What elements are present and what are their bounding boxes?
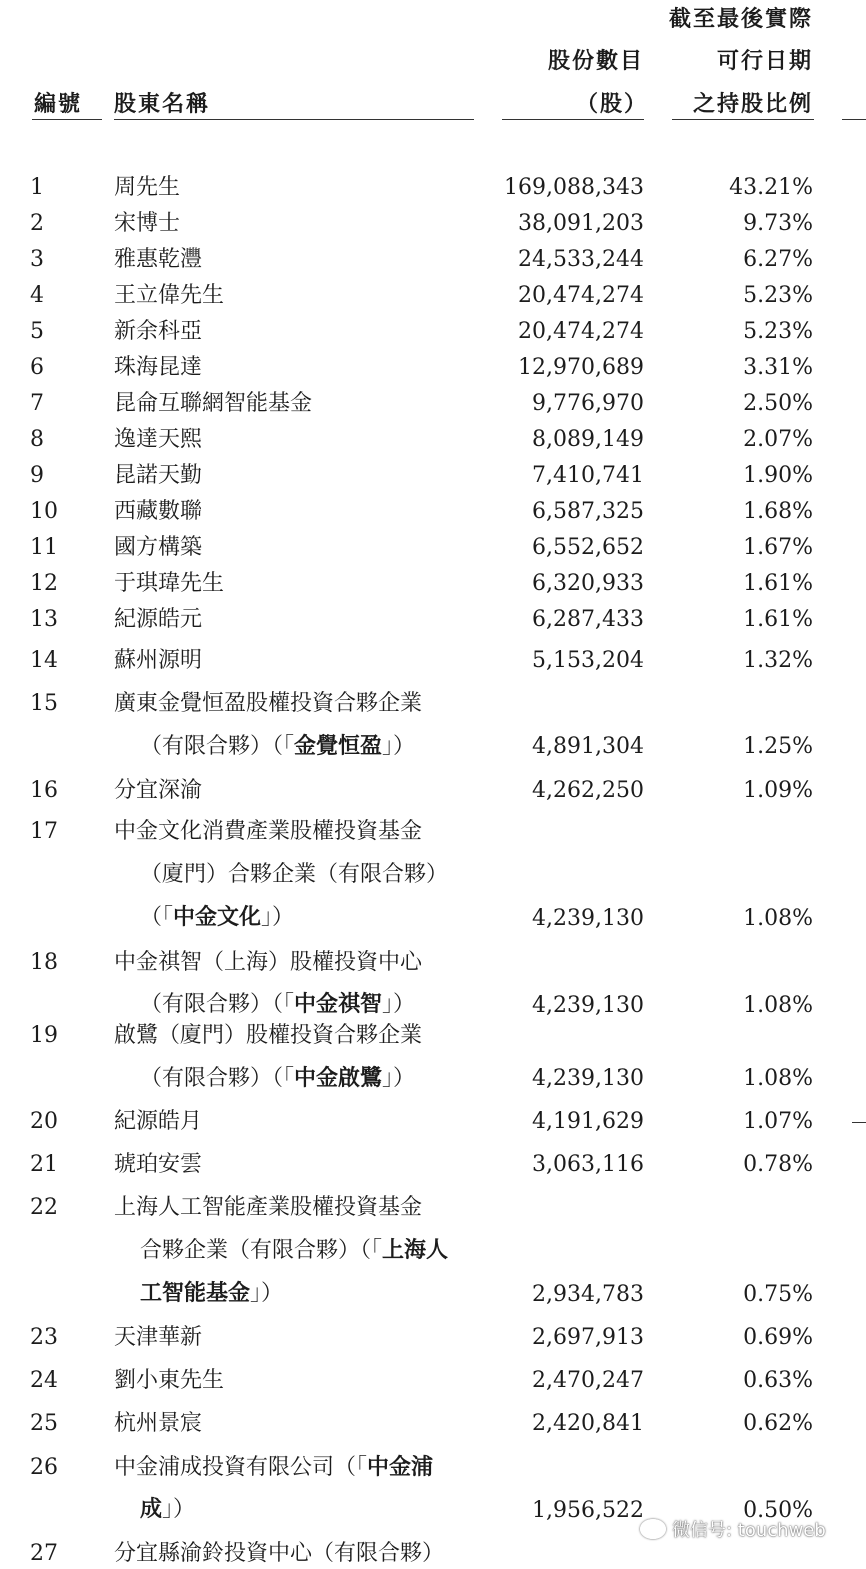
header-name: 股東名稱	[114, 92, 211, 117]
row-8-shares: 8,089,149	[532, 427, 644, 452]
row-17-name-line1: 中金文化消費產業股權投資基金	[114, 819, 423, 844]
row-14-shares: 5,153,204	[532, 648, 644, 673]
row-22-percentage: 0.75%	[743, 1282, 813, 1307]
row-22-name-line2	[140, 1238, 448, 1264]
row-21-name: 琥珀安雲	[114, 1152, 203, 1177]
row-20-percentage: 1.07%	[743, 1109, 813, 1134]
row-17-name-line3	[140, 905, 294, 931]
row-19-name-line1: 啟鷺（廈門）股權投資合夥企業	[114, 1023, 423, 1048]
row-8-name: 逸達天熙	[114, 427, 203, 452]
header-shares-line1: 股份數目	[547, 49, 644, 74]
row-11-percentage: 1.67%	[743, 535, 813, 560]
row-18-shares: 4,239,130	[532, 993, 644, 1018]
row-18-short-name: 中金祺智	[294, 992, 383, 1017]
row-22-number: 22	[30, 1195, 58, 1220]
row-10-name: 西藏數聯	[114, 499, 203, 524]
row-14-number: 14	[30, 648, 58, 673]
row-15-name-line2	[140, 734, 415, 760]
header-rule-pct	[672, 119, 814, 120]
row-23-number: 23	[30, 1325, 58, 1350]
row-27-name-line1: 分宜縣渝鈴投資中心（有限合夥）	[114, 1541, 445, 1566]
row-1-shares: 169,088,343	[504, 175, 644, 200]
row-22-shares: 2,934,783	[532, 1282, 644, 1307]
row-3-name: 雅惠乾灃	[114, 247, 203, 272]
row-13-number: 13	[30, 607, 58, 632]
row-17-name-suffix: 」）	[261, 905, 295, 930]
row-15-short-name: 金覺恒盈	[294, 734, 383, 759]
row-22-short-name-part2: 工智能基金	[140, 1281, 251, 1306]
row-13-shares: 6,287,433	[532, 607, 644, 632]
header-rule-edge	[842, 119, 866, 120]
row-8-percentage: 2.07%	[743, 427, 813, 452]
row-26-name-prefix: 中金浦成投資有限公司（「	[114, 1455, 368, 1480]
row-12-shares: 6,320,933	[532, 571, 644, 596]
row-7-number: 7	[30, 391, 44, 416]
row-22-short-name-part1: 上海人	[382, 1238, 449, 1263]
row-24-number: 24	[30, 1368, 58, 1393]
row-16-name: 分宜深渝	[114, 778, 203, 803]
row-10-number: 10	[30, 499, 58, 524]
row-10-percentage: 1.68%	[743, 499, 813, 524]
row-18-name-suffix: 」）	[382, 992, 416, 1017]
header-rule-shares	[502, 119, 644, 120]
row-19-name-prefix: （有限合夥）（「	[140, 1066, 295, 1091]
row-1-number: 1	[30, 175, 44, 200]
row-25-shares: 2,420,841	[532, 1411, 644, 1436]
row-10-shares: 6,587,325	[532, 499, 644, 524]
row-3-number: 3	[30, 247, 44, 272]
row-5-percentage: 5.23%	[743, 319, 813, 344]
header-rule-name	[114, 119, 474, 120]
row-1-percentage: 43.21%	[729, 175, 813, 200]
row-26-short-name-part1: 中金浦	[367, 1455, 434, 1480]
row-20-number: 20	[30, 1109, 58, 1134]
row-24-shares: 2,470,247	[532, 1368, 644, 1393]
row-11-number: 11	[30, 535, 58, 560]
wechat-icon	[640, 1519, 666, 1539]
row-7-shares: 9,776,970	[532, 391, 644, 416]
row-6-number: 6	[30, 355, 44, 380]
row-25-percentage: 0.62%	[743, 1411, 813, 1436]
row-15-number: 15	[30, 691, 58, 716]
row-22-name-line3	[140, 1281, 283, 1307]
row-3-shares: 24,533,244	[518, 247, 644, 272]
row-12-name: 于琪瑋先生	[114, 571, 225, 596]
row-26-percentage: 0.50%	[743, 1498, 813, 1523]
row-18-number: 18	[30, 950, 58, 975]
row-4-shares: 20,474,274	[518, 283, 644, 308]
row-2-shares: 38,091,203	[518, 211, 644, 236]
row-2-number: 2	[30, 211, 44, 236]
row-2-percentage: 9.73%	[743, 211, 813, 236]
row-16-shares: 4,262,250	[532, 778, 644, 803]
row-26-short-name-part2: 成	[140, 1497, 163, 1522]
row-8-number: 8	[30, 427, 44, 452]
row-11-shares: 6,552,652	[532, 535, 644, 560]
row-27-number: 27	[30, 1541, 58, 1566]
row-14-percentage: 1.32%	[743, 648, 813, 673]
header-pct-line1: 截至最後實際	[668, 7, 813, 32]
row-19-percentage: 1.08%	[743, 1066, 813, 1091]
header-shares-line2: （股）	[575, 92, 648, 117]
row-21-number: 21	[30, 1152, 58, 1177]
row-22-name-suffix: 」）	[250, 1281, 284, 1306]
row-20-shares: 4,191,629	[532, 1109, 644, 1134]
row-21-percentage: 0.78%	[743, 1152, 813, 1177]
row-15-name-suffix: 」）	[382, 734, 416, 759]
row-7-name: 昆侖互聯網智能基金	[114, 391, 313, 416]
row-25-name: 杭州景宸	[114, 1411, 203, 1436]
row-13-percentage: 1.61%	[743, 607, 813, 632]
row-7-percentage: 2.50%	[743, 391, 813, 416]
row-24-name: 劉小東先生	[114, 1368, 225, 1393]
row-26-shares: 1,956,522	[532, 1498, 644, 1523]
row-17-shares: 4,239,130	[532, 906, 644, 931]
row-26-name-suffix: 」）	[162, 1497, 196, 1522]
row-21-shares: 3,063,116	[532, 1152, 644, 1177]
margin-tick	[852, 1122, 866, 1123]
header-pct-line3: 之持股比例	[692, 92, 813, 117]
row-17-percentage: 1.08%	[743, 906, 813, 931]
row-25-number: 25	[30, 1411, 58, 1436]
row-17-name-prefix: （「	[140, 905, 174, 930]
row-4-number: 4	[30, 283, 44, 308]
row-15-name-line1: 廣東金覺恒盈股權投資合夥企業	[114, 691, 423, 716]
row-18-name-line2	[140, 992, 415, 1018]
row-17-number: 17	[30, 819, 58, 844]
row-9-name: 昆諾天勤	[114, 463, 203, 488]
row-26-name-line2	[140, 1497, 195, 1523]
row-14-name: 蘇州源明	[114, 648, 203, 673]
row-9-percentage: 1.90%	[743, 463, 813, 488]
row-18-name-line1: 中金祺智（上海）股權投資中心	[114, 950, 423, 975]
watermark	[640, 1516, 826, 1542]
row-20-name: 紀源皓月	[114, 1109, 203, 1134]
row-17-short-name: 中金文化	[173, 905, 262, 930]
row-6-name: 珠海昆達	[114, 355, 203, 380]
watermark-text: 微信号: touchweb	[672, 1520, 826, 1541]
row-2-name: 宋博士	[114, 211, 181, 236]
row-23-percentage: 0.69%	[743, 1325, 813, 1350]
header-number: 編號	[34, 92, 83, 117]
row-17-name-line2: （廈門）合夥企業（有限合夥）	[140, 862, 449, 887]
row-19-short-name: 中金啟鷺	[294, 1066, 383, 1091]
row-12-number: 12	[30, 571, 58, 596]
row-19-name-suffix: 」）	[382, 1066, 416, 1091]
row-4-name: 王立偉先生	[114, 283, 225, 308]
row-15-name-prefix: （有限合夥）（「	[140, 734, 295, 759]
row-15-percentage: 1.25%	[743, 734, 813, 759]
row-13-name: 紀源皓元	[114, 607, 203, 632]
row-19-name-line2	[140, 1066, 415, 1092]
row-1-name: 周先生	[114, 175, 181, 200]
row-16-number: 16	[30, 778, 58, 803]
row-11-name: 國方構築	[114, 535, 203, 560]
row-22-name-prefix: 合夥企業（有限合夥）（「	[140, 1238, 383, 1263]
header-rule-number	[32, 119, 102, 120]
row-18-percentage: 1.08%	[743, 993, 813, 1018]
row-4-percentage: 5.23%	[743, 283, 813, 308]
row-9-number: 9	[30, 463, 44, 488]
row-23-shares: 2,697,913	[532, 1325, 644, 1350]
row-15-shares: 4,891,304	[532, 734, 644, 759]
row-22-name-line1: 上海人工智能產業股權投資基金	[114, 1195, 423, 1220]
row-23-name: 天津華新	[114, 1325, 203, 1350]
row-12-percentage: 1.61%	[743, 571, 813, 596]
row-5-number: 5	[30, 319, 44, 344]
row-6-shares: 12,970,689	[518, 355, 644, 380]
row-19-shares: 4,239,130	[532, 1066, 644, 1091]
row-19-number: 19	[30, 1023, 58, 1048]
row-16-percentage: 1.09%	[743, 778, 813, 803]
row-26-name-line1	[114, 1455, 433, 1481]
row-9-shares: 7,410,741	[532, 463, 644, 488]
row-5-name: 新余科亞	[114, 319, 203, 344]
row-6-percentage: 3.31%	[743, 355, 813, 380]
header-pct-line2: 可行日期	[716, 49, 813, 74]
row-24-percentage: 0.63%	[743, 1368, 813, 1393]
row-5-shares: 20,474,274	[518, 319, 644, 344]
row-3-percentage: 6.27%	[743, 247, 813, 272]
row-18-name-prefix: （有限合夥）（「	[140, 992, 295, 1017]
row-26-number: 26	[30, 1455, 58, 1480]
